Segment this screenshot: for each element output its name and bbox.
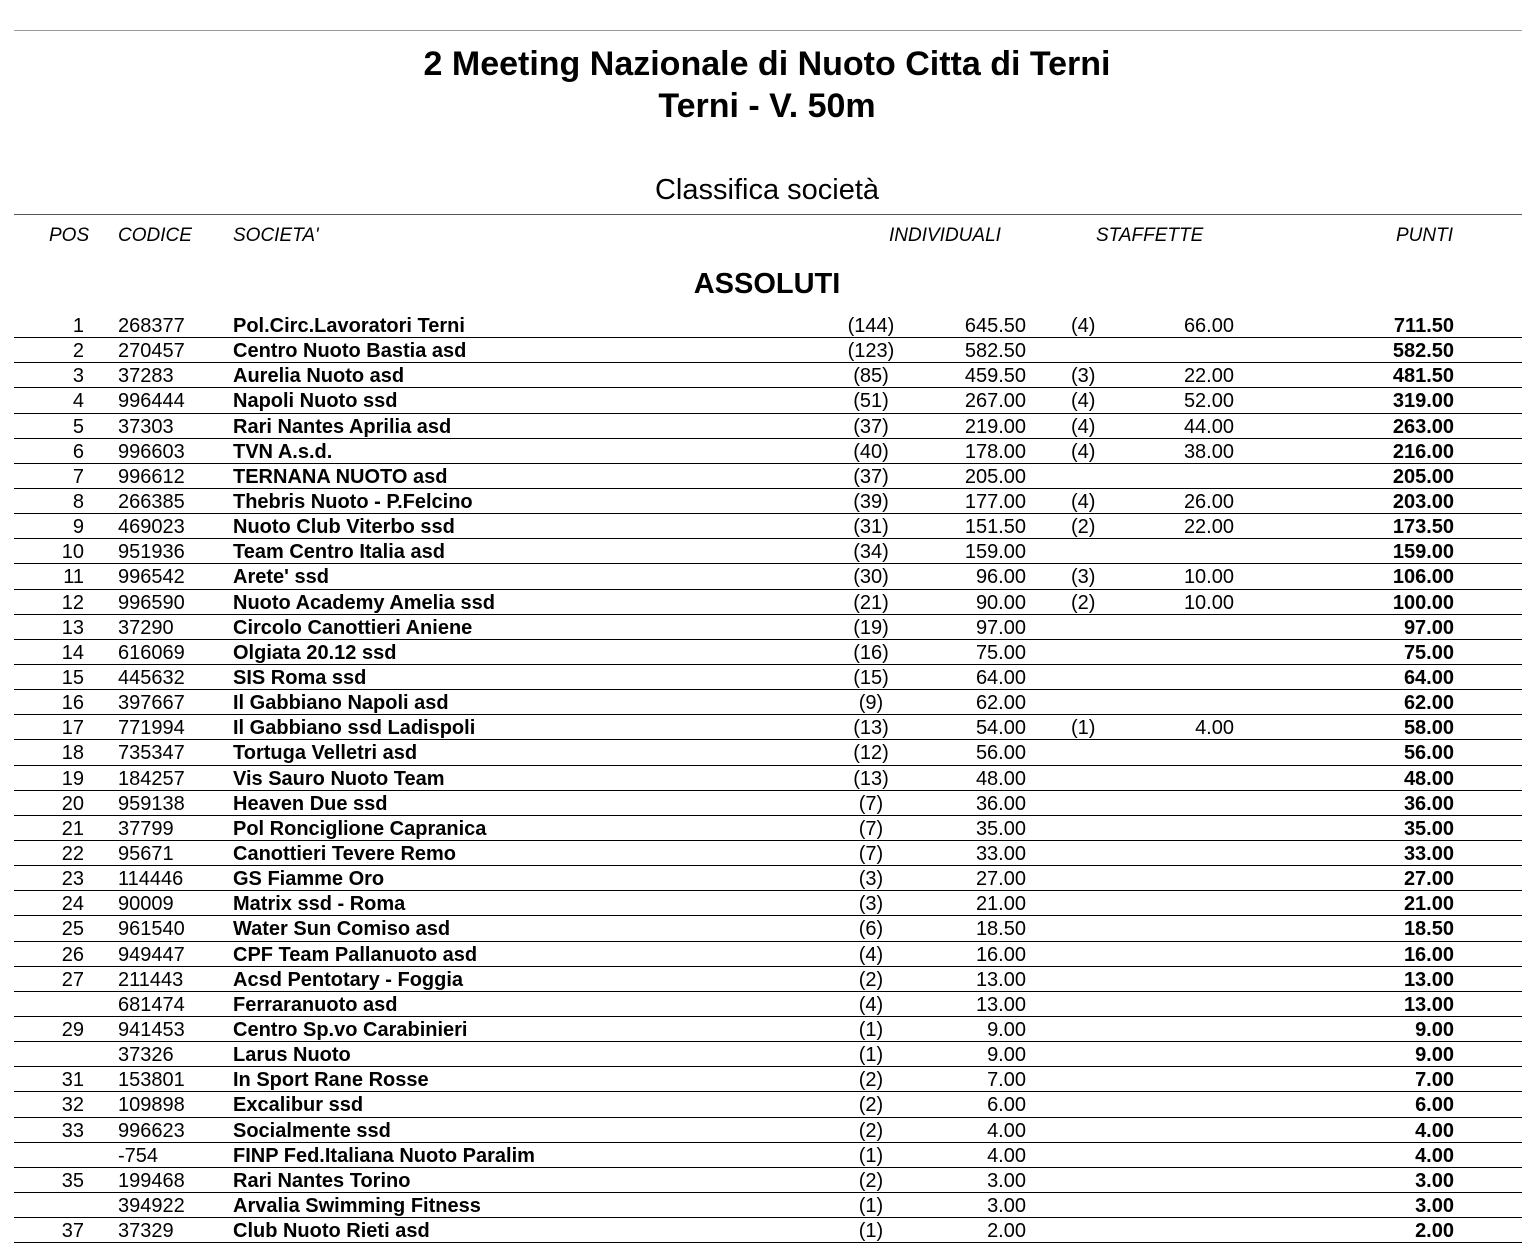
individual-count-cell: (51)	[853, 390, 889, 413]
position-cell: 15	[61, 666, 84, 689]
code-cell: 394922	[118, 1194, 185, 1217]
club-name-cell: Il Gabbiano ssd Ladispoli	[233, 717, 476, 740]
total-points-cell: 9.00	[1415, 1044, 1454, 1067]
individual-points-cell: 7.00	[987, 1069, 1026, 1092]
individual-points-cell: 21.00	[975, 893, 1026, 916]
total-points-cell: 75.00	[1403, 641, 1454, 664]
position-cell: 4	[72, 390, 84, 413]
table-row	[0, 564, 1534, 589]
table-row	[0, 1092, 1534, 1117]
club-name-cell: SIS Roma ssd	[233, 666, 367, 689]
column-header-punti: PUNTI	[1396, 225, 1453, 246]
code-cell: 95671	[118, 842, 174, 865]
total-points-cell: 13.00	[1403, 993, 1454, 1016]
table-row	[0, 590, 1534, 615]
position-cell: 29	[61, 1018, 84, 1041]
individual-count-cell: (85)	[853, 365, 889, 388]
table-row	[0, 766, 1534, 791]
code-cell: 771994	[118, 717, 185, 740]
individual-points-cell: 177.00	[964, 490, 1026, 513]
code-cell: 270457	[118, 340, 185, 363]
code-cell: 996444	[118, 390, 185, 413]
relay-points-cell: 22.00	[1183, 516, 1234, 539]
table-row	[0, 1042, 1534, 1067]
relay-points-cell: 44.00	[1183, 415, 1234, 438]
position-cell: 27	[61, 968, 84, 991]
relay-count-cell: (2)	[1071, 591, 1096, 614]
relay-points-cell: 4.00	[1195, 717, 1234, 740]
individual-count-cell: (2)	[858, 1169, 884, 1192]
column-header-staffette: STAFFETTE	[1096, 225, 1204, 246]
total-points-cell: 9.00	[1415, 1018, 1454, 1041]
club-name-cell: Matrix ssd - Roma	[233, 893, 406, 916]
club-name-cell: Heaven Due ssd	[233, 792, 388, 815]
total-points-cell: 4.00	[1415, 1144, 1454, 1167]
total-points-cell: 16.00	[1403, 943, 1454, 966]
total-points-cell: 62.00	[1403, 692, 1454, 715]
individual-points-cell: 54.00	[975, 717, 1026, 740]
total-points-cell: 58.00	[1403, 717, 1454, 740]
total-points-cell: 106.00	[1392, 566, 1454, 589]
position-cell: 8	[72, 490, 84, 513]
table-row	[0, 640, 1534, 665]
club-name-cell: TERNANA NUOTO asd	[233, 465, 448, 488]
table-row	[0, 1193, 1534, 1218]
position-cell: 7	[72, 465, 84, 488]
total-points-cell: 319.00	[1392, 390, 1454, 413]
club-name-cell: Aurelia Nuoto asd	[233, 365, 405, 388]
position-cell: 11	[63, 566, 84, 589]
individual-points-cell: 3.00	[987, 1169, 1026, 1192]
position-cell: 17	[61, 717, 84, 740]
total-points-cell: 2.00	[1415, 1220, 1454, 1243]
total-points-cell: 21.00	[1403, 893, 1454, 916]
individual-count-cell: (30)	[853, 566, 889, 589]
individual-points-cell: 64.00	[975, 666, 1026, 689]
total-points-cell: 27.00	[1403, 868, 1454, 891]
club-name-cell: Vis Sauro Nuoto Team	[233, 767, 445, 790]
individual-points-cell: 16.00	[975, 943, 1026, 966]
relay-count-cell: (4)	[1071, 390, 1096, 413]
code-cell: 153801	[118, 1069, 185, 1092]
column-header-codice: CODICE	[118, 225, 192, 246]
table-row	[0, 1118, 1534, 1143]
code-cell: 37326	[118, 1044, 174, 1067]
column-header-societa: SOCIETA'	[233, 225, 319, 246]
individual-count-cell: (4)	[858, 993, 884, 1016]
table-row	[0, 967, 1534, 992]
table-row	[0, 439, 1534, 464]
code-cell: 397667	[118, 692, 185, 715]
total-points-cell: 64.00	[1403, 666, 1454, 689]
code-cell: 266385	[118, 490, 185, 513]
table-row	[0, 942, 1534, 967]
code-cell: 681474	[118, 993, 185, 1016]
individual-points-cell: 96.00	[975, 566, 1026, 589]
total-points-cell: 4.00	[1415, 1119, 1454, 1142]
individual-points-cell: 267.00	[964, 390, 1026, 413]
table-row	[0, 388, 1534, 413]
total-points-cell: 18.50	[1403, 918, 1454, 941]
individual-count-cell: (19)	[853, 616, 889, 639]
code-cell: 37303	[118, 415, 174, 438]
table-row	[0, 690, 1534, 715]
individual-points-cell: 4.00	[987, 1119, 1026, 1142]
code-cell: 951936	[118, 541, 185, 564]
table-row	[0, 539, 1534, 564]
table-row	[0, 414, 1534, 439]
total-points-cell: 56.00	[1403, 742, 1454, 765]
individual-count-cell: (1)	[858, 1018, 884, 1041]
individual-count-cell: (13)	[853, 767, 889, 790]
column-header-pos: POS	[49, 225, 90, 246]
club-name-cell: TVN A.s.d.	[233, 440, 333, 463]
relay-count-cell: (4)	[1071, 315, 1096, 337]
individual-count-cell: (7)	[858, 792, 884, 815]
individual-points-cell: 36.00	[975, 792, 1026, 815]
position-cell: 32	[61, 1094, 84, 1117]
position-cell: 19	[61, 767, 84, 790]
club-name-cell: Water Sun Comiso asd	[233, 918, 451, 941]
individual-points-cell: 13.00	[975, 968, 1026, 991]
individual-points-cell: 56.00	[975, 742, 1026, 765]
club-name-cell: Arete' ssd	[233, 566, 329, 589]
code-cell: 616069	[118, 641, 185, 664]
relay-points-cell: 26.00	[1183, 490, 1234, 513]
code-cell: 996542	[118, 566, 185, 589]
total-points-cell: 582.50	[1392, 340, 1454, 363]
position-cell: 21	[61, 817, 84, 840]
individual-points-cell: 159.00	[964, 541, 1026, 564]
total-points-cell: 263.00	[1392, 415, 1454, 438]
relay-points-cell: 22.00	[1183, 365, 1234, 388]
club-name-cell: Arvalia Swimming Fitness	[233, 1194, 481, 1217]
individual-points-cell: 33.00	[975, 842, 1026, 865]
position-cell: 20	[61, 792, 84, 815]
individual-count-cell: (4)	[858, 943, 884, 966]
individual-points-cell: 27.00	[975, 868, 1026, 891]
individual-count-cell: (37)	[853, 415, 889, 438]
club-name-cell: In Sport Rane Rosse	[233, 1069, 429, 1092]
individual-points-cell: 645.50	[964, 315, 1026, 337]
individual-count-cell: (15)	[853, 666, 889, 689]
code-cell: 735347	[118, 742, 185, 765]
individual-count-cell: (40)	[853, 440, 889, 463]
code-cell: 114446	[118, 868, 184, 891]
club-name-cell: CPF Team Pallanuoto asd	[233, 943, 478, 966]
individual-count-cell: (12)	[853, 742, 889, 765]
individual-count-cell: (21)	[853, 591, 889, 614]
club-name-cell: Circolo Canottieri Aniene	[233, 616, 473, 639]
individual-count-cell: (123)	[847, 340, 895, 363]
individual-points-cell: 18.50	[975, 918, 1026, 941]
code-cell: 37329	[118, 1220, 174, 1243]
individual-points-cell: 75.00	[975, 641, 1026, 664]
club-name-cell: FINP Fed.Italiana Nuoto Paralim	[233, 1144, 535, 1167]
individual-points-cell: 35.00	[975, 817, 1026, 840]
total-points-cell: 7.00	[1415, 1069, 1454, 1092]
club-name-cell: Ferraranuoto asd	[233, 993, 398, 1016]
position-cell: 25	[61, 918, 84, 941]
total-points-cell: 100.00	[1392, 591, 1454, 614]
position-cell: 31	[61, 1069, 84, 1092]
individual-points-cell: 2.00	[987, 1220, 1026, 1243]
club-name-cell: Thebris Nuoto - P.Felcino	[233, 490, 473, 513]
table-row	[0, 1218, 1534, 1243]
individual-points-cell: 48.00	[975, 767, 1026, 790]
total-points-cell: 173.50	[1392, 516, 1454, 539]
top-divider	[14, 30, 1522, 31]
relay-points-cell: 38.00	[1183, 440, 1234, 463]
individual-count-cell: (3)	[858, 893, 884, 916]
code-cell: 37799	[118, 817, 174, 840]
code-cell: 996603	[118, 440, 185, 463]
position-cell: 23	[61, 868, 84, 891]
position-cell: 1	[72, 315, 84, 337]
club-name-cell: Pol.Circ.Lavoratori Terni	[233, 315, 465, 337]
relay-count-cell: (4)	[1071, 415, 1096, 438]
table-row	[0, 363, 1534, 388]
table-row	[0, 1168, 1534, 1193]
total-points-cell: 33.00	[1403, 842, 1454, 865]
relay-points-cell: 10.00	[1183, 591, 1234, 614]
individual-count-cell: (2)	[858, 968, 884, 991]
position-cell: 16	[61, 692, 84, 715]
position-cell: 13	[61, 616, 84, 639]
table-row	[0, 464, 1534, 489]
club-name-cell: Larus Nuoto	[233, 1044, 351, 1067]
individual-count-cell: (144)	[847, 315, 895, 337]
total-points-cell: 13.00	[1403, 968, 1454, 991]
total-points-cell: 205.00	[1392, 465, 1454, 488]
table-row	[0, 615, 1534, 640]
individual-points-cell: 13.00	[975, 993, 1026, 1016]
individual-points-cell: 582.50	[964, 340, 1026, 363]
club-name-cell: Rari Nantes Aprilia asd	[233, 415, 452, 438]
club-name-cell: Centro Sp.vo Carabinieri	[233, 1018, 468, 1041]
individual-points-cell: 9.00	[987, 1018, 1026, 1041]
header-divider	[14, 214, 1522, 215]
individual-count-cell: (9)	[858, 692, 884, 715]
individual-points-cell: 62.00	[975, 692, 1026, 715]
page-subtitle: Classifica società	[654, 174, 880, 206]
individual-count-cell: (1)	[858, 1194, 884, 1217]
column-header-individuali: INDIVIDUALI	[889, 225, 1001, 246]
relay-count-cell: (4)	[1071, 490, 1096, 513]
individual-count-cell: (1)	[858, 1220, 884, 1243]
individual-count-cell: (2)	[858, 1119, 884, 1142]
table-row	[0, 1017, 1534, 1042]
section-title: ASSOLUTI	[693, 268, 841, 300]
code-cell: 184257	[118, 767, 185, 790]
table-row	[0, 891, 1534, 916]
total-points-cell: 216.00	[1392, 440, 1454, 463]
page-title: 2 Meeting Nazionale di Nuoto Citta di Terni	[423, 45, 1111, 83]
individual-count-cell: (39)	[853, 490, 889, 513]
individual-points-cell: 9.00	[987, 1044, 1026, 1067]
position-cell: 12	[61, 591, 84, 614]
club-name-cell: Napoli Nuoto ssd	[233, 390, 398, 413]
table-row	[0, 816, 1534, 841]
individual-count-cell: (37)	[853, 465, 889, 488]
table-row	[0, 1143, 1534, 1168]
individual-points-cell: 178.00	[964, 440, 1026, 463]
individual-count-cell: (31)	[853, 516, 889, 539]
individual-count-cell: (2)	[858, 1094, 884, 1117]
position-cell: 18	[61, 742, 84, 765]
position-cell: 14	[61, 641, 84, 664]
relay-count-cell: (4)	[1071, 440, 1096, 463]
code-cell: -754	[118, 1144, 159, 1167]
code-cell: 268377	[118, 315, 185, 337]
total-points-cell: 36.00	[1403, 792, 1454, 815]
individual-points-cell: 6.00	[987, 1094, 1026, 1117]
code-cell: 37290	[118, 616, 174, 639]
relay-count-cell: (1)	[1071, 717, 1096, 740]
club-name-cell: Olgiata 20.12 ssd	[233, 641, 397, 664]
table-row	[0, 866, 1534, 891]
total-points-cell: 203.00	[1392, 490, 1454, 513]
code-cell: 941453	[118, 1018, 185, 1041]
position-cell: 3	[72, 365, 84, 388]
total-points-cell: 3.00	[1415, 1194, 1454, 1217]
position-cell: 6	[72, 440, 84, 463]
club-name-cell: Rari Nantes Torino	[233, 1169, 411, 1192]
code-cell: 996612	[118, 465, 185, 488]
individual-count-cell: (3)	[858, 868, 884, 891]
total-points-cell: 48.00	[1403, 767, 1454, 790]
club-name-cell: Socialmente ssd	[233, 1119, 391, 1142]
relay-count-cell: (3)	[1071, 365, 1096, 388]
club-name-cell: Nuoto Academy Amelia ssd	[233, 591, 495, 614]
club-name-cell: Canottieri Tevere Remo	[233, 842, 457, 865]
club-name-cell: Il Gabbiano Napoli asd	[233, 692, 449, 715]
code-cell: 199468	[118, 1169, 185, 1192]
table-row	[0, 338, 1534, 363]
individual-points-cell: 219.00	[964, 415, 1026, 438]
table-row	[0, 313, 1534, 338]
table-row	[0, 665, 1534, 690]
individual-points-cell: 459.50	[964, 365, 1026, 388]
code-cell: 211443	[118, 968, 184, 991]
individual-count-cell: (1)	[858, 1144, 884, 1167]
club-name-cell: Acsd Pentotary - Foggia	[233, 968, 464, 991]
table-row	[0, 514, 1534, 539]
individual-points-cell: 97.00	[975, 616, 1026, 639]
code-cell: 37283	[118, 365, 174, 388]
individual-count-cell: (34)	[853, 541, 889, 564]
individual-points-cell: 151.50	[964, 516, 1026, 539]
position-cell: 37	[61, 1220, 84, 1243]
club-name-cell: Pol Ronciglione Capranica	[233, 817, 487, 840]
individual-points-cell: 3.00	[987, 1194, 1026, 1217]
relay-points-cell: 52.00	[1183, 390, 1234, 413]
table-row	[0, 916, 1534, 941]
individual-count-cell: (1)	[858, 1044, 884, 1067]
position-cell: 24	[61, 893, 84, 916]
position-cell: 33	[61, 1119, 84, 1142]
club-name-cell: Excalibur ssd	[233, 1094, 364, 1117]
table-row	[0, 1067, 1534, 1092]
position-cell: 2	[72, 340, 84, 363]
code-cell: 961540	[118, 918, 185, 941]
position-cell: 10	[61, 541, 84, 564]
code-cell: 996590	[118, 591, 185, 614]
code-cell: 445632	[118, 666, 185, 689]
position-cell: 26	[61, 943, 84, 966]
club-name-cell: GS Fiamme Oro	[233, 868, 385, 891]
total-points-cell: 6.00	[1415, 1094, 1454, 1117]
code-cell: 949447	[118, 943, 185, 966]
position-cell: 22	[61, 842, 84, 865]
club-name-cell: Tortuga Velletri asd	[233, 742, 418, 765]
total-points-cell: 481.50	[1392, 365, 1454, 388]
individual-count-cell: (7)	[858, 842, 884, 865]
relay-points-cell: 10.00	[1183, 566, 1234, 589]
individual-count-cell: (7)	[858, 817, 884, 840]
table-row	[0, 841, 1534, 866]
position-cell: 35	[61, 1169, 84, 1192]
total-points-cell: 3.00	[1415, 1169, 1454, 1192]
total-points-cell: 159.00	[1392, 541, 1454, 564]
total-points-cell: 35.00	[1403, 817, 1454, 840]
club-name-cell: Team Centro Italia asd	[233, 541, 445, 564]
page-title-venue: Terni - V. 50m	[658, 87, 876, 125]
code-cell: 959138	[118, 792, 185, 815]
individual-count-cell: (2)	[858, 1069, 884, 1092]
code-cell: 469023	[118, 516, 185, 539]
individual-count-cell: (16)	[853, 641, 889, 664]
relay-points-cell: 66.00	[1183, 315, 1234, 337]
total-points-cell: 97.00	[1403, 616, 1454, 639]
table-row	[0, 992, 1534, 1017]
relay-count-cell: (3)	[1071, 566, 1096, 589]
club-name-cell: Centro Nuoto Bastia asd	[233, 340, 467, 363]
table-row	[0, 740, 1534, 765]
code-cell: 996623	[118, 1119, 185, 1142]
code-cell: 109898	[118, 1094, 185, 1117]
individual-count-cell: (13)	[853, 717, 889, 740]
position-cell: 9	[72, 516, 84, 539]
ranking-table	[0, 313, 1534, 1243]
code-cell: 90009	[118, 893, 174, 916]
club-name-cell: Club Nuoto Rieti asd	[233, 1220, 430, 1243]
club-name-cell: Nuoto Club Viterbo ssd	[233, 516, 455, 539]
total-points-cell: 711.50	[1393, 315, 1454, 337]
relay-count-cell: (2)	[1071, 516, 1096, 539]
individual-points-cell: 205.00	[964, 465, 1026, 488]
table-row	[0, 715, 1534, 740]
table-row	[0, 791, 1534, 816]
table-row	[0, 489, 1534, 514]
individual-points-cell: 90.00	[975, 591, 1026, 614]
position-cell: 5	[72, 415, 84, 438]
individual-count-cell: (6)	[858, 918, 884, 941]
individual-points-cell: 4.00	[987, 1144, 1026, 1167]
